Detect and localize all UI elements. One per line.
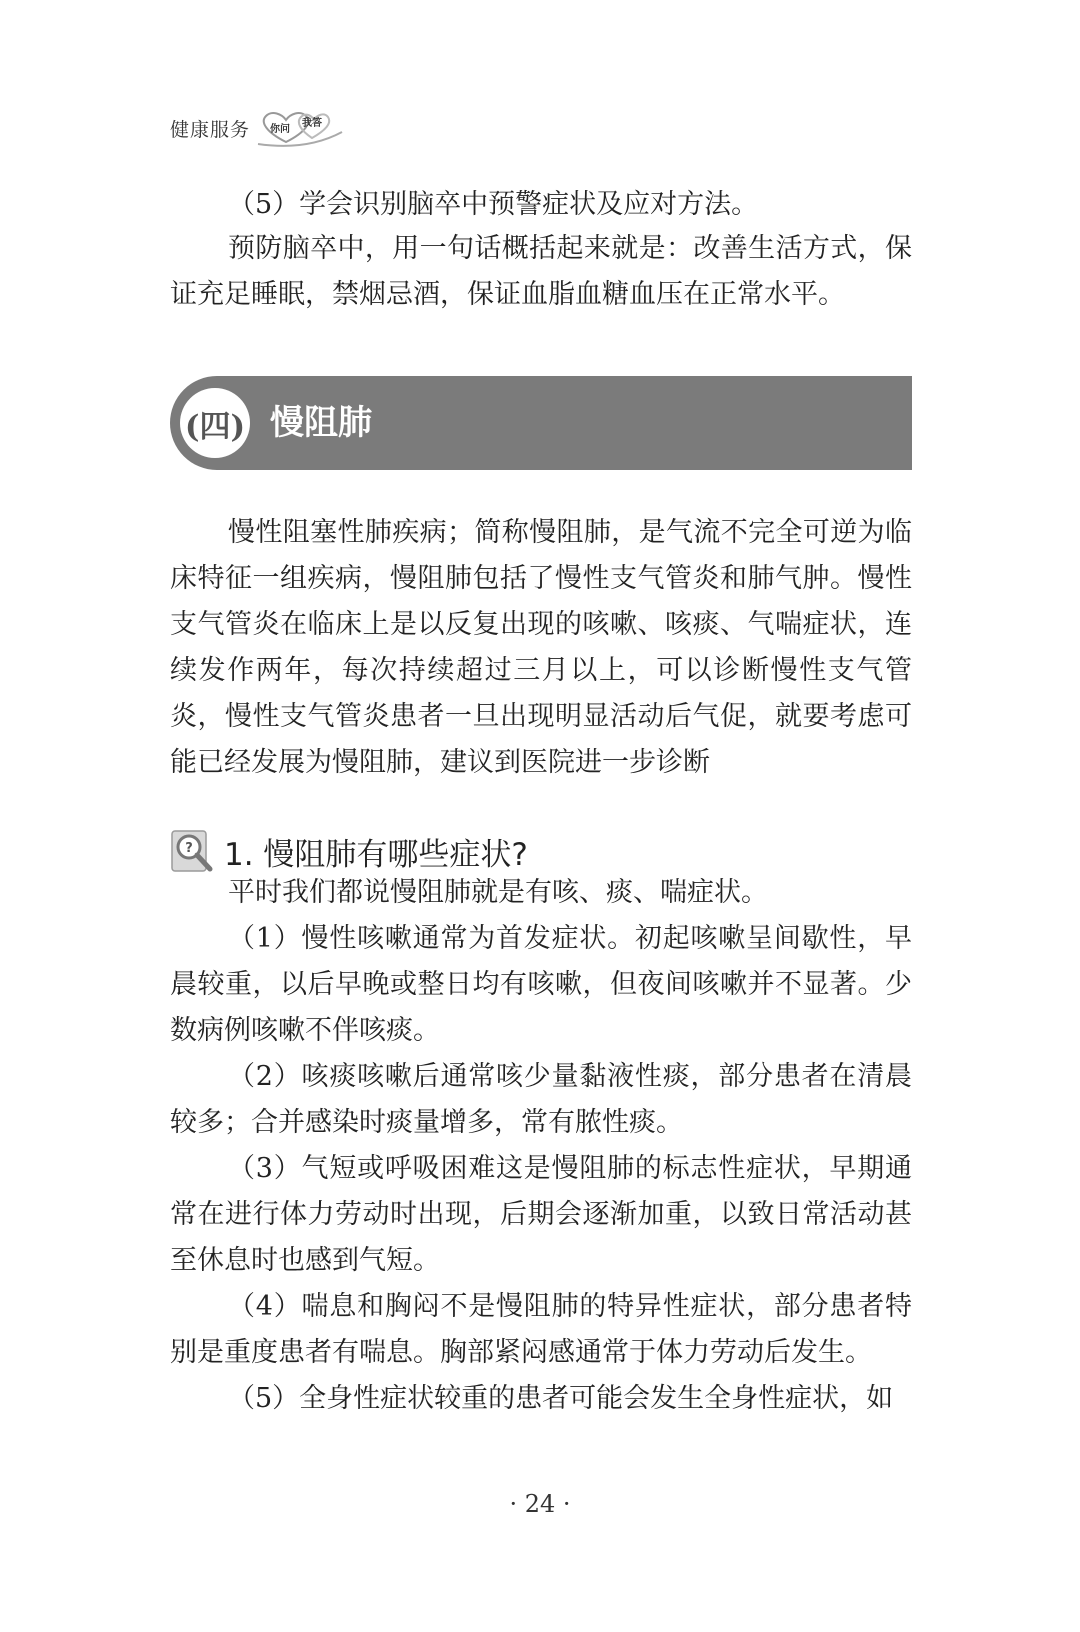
- header-title: 健康服务: [170, 118, 251, 141]
- magnifier-question-icon: [170, 827, 218, 875]
- symptom-item-4: （4）喘息和胸闷不是慢阻肺的特异性症状，部分患者特别是重度患者有喘息。胸部紧闷感通常于体力劳动后发生。: [170, 1291, 912, 1368]
- question-heading: [170, 826, 528, 876]
- section-heading-bar: [170, 376, 912, 470]
- heart-logo-icon: [256, 108, 344, 148]
- section-title: 慢阻肺: [270, 403, 372, 443]
- page-number: · 24 ·: [509, 1490, 571, 1518]
- svg-text:?: ?: [185, 841, 193, 856]
- intro-item-5: （5）学会识别脑卒中预警症状及应对方法。: [228, 189, 759, 220]
- question-lead: 平时我们都说慢阻肺就是有咳、痰、喘症状。: [228, 877, 768, 908]
- question-title: 1. 慢阻肺有哪些症状?: [224, 836, 528, 873]
- symptom-item-1: （1）慢性咳嗽通常为首发症状。初起咳嗽呈间歇性，早晨较重，以后早晚或整日均有咳嗽，但夜间咳嗽并不显著。少数病例咳嗽不伴咳痰。: [170, 923, 912, 1046]
- logo-text-left: 你问: [270, 124, 291, 135]
- running-header: [170, 108, 344, 148]
- symptom-item-5: （5）全身性症状较重的患者可能会发生全身性症状，如: [228, 1383, 894, 1414]
- section-number: (四): [180, 388, 250, 458]
- symptom-item-3: （3）气短或呼吸困难这是慢阻肺的标志性症状，早期通常在进行体力劳动时出现，后期会逐渐加重，以致日常活动甚至休息时也感到气短。: [170, 1153, 912, 1276]
- symptom-item-2: （2）咳痰咳嗽后通常咳少量黏液性痰，部分患者在清晨较多；合并感染时痰量增多，常有脓性痰。: [170, 1061, 912, 1138]
- logo-text-right: 我答: [302, 118, 323, 129]
- intro-summary: 预防脑卒中，用一句话概括起来就是：改善生活方式，保证充足睡眠，禁烟忌酒，保证血脂血糖血压在正常水平。: [170, 233, 912, 310]
- section-body: 慢性阻塞性肺疾病；简称慢阻肺，是气流不完全可逆为临床特征一组疾病，慢阻肺包括了慢性支气管炎和肺气肿。慢性支气管炎在临床上是以反复出现的咳嗽、咳痰、气喘症状，连续发作两年，每次持续超过三月以上，可以诊断慢性支气管炎，慢性支气管炎患者一旦出现明显活动后气促，就要考虑可能已经发展为慢阻肺，建议到医院进一步诊断: [170, 517, 912, 778]
